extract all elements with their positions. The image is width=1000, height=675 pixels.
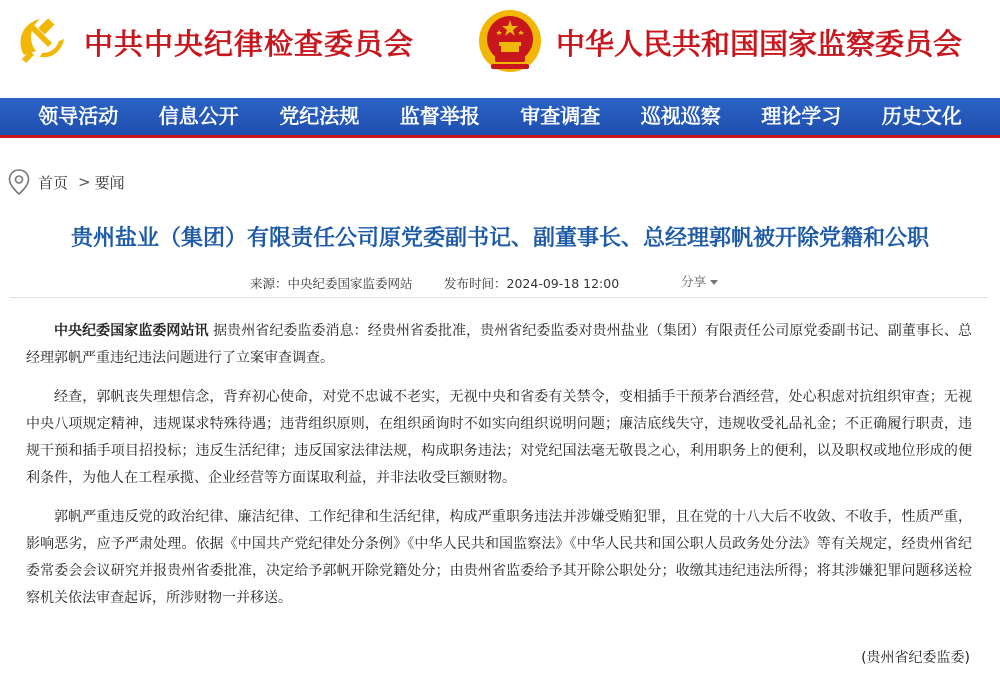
source-value: 中央纪委国家监委网站: [287, 276, 413, 291]
article-paragraph-2: 经查，郭帆丧失理想信念，背弃初心使命，对党不忠诚不老实，无视中央和省委有关禁令，变相插手干预茅台酒经营，处心积虑对抗组织审查；无视中央八项规定精神，违规谋求特殊待遇；违背组织原则，在组织函询时不如实向组织说明问题；廉洁底线失守，违规收受礼品礼金；不正确履行职责，违规干预和插手项目招投标；违反生活纪律；违反国家法律法规，构成职务违法；对党纪国法毫无敬畏之心，利用职务上的便利，以及职权或地位形成的便利条件，为他人在工程承揽、企业经营等方面谋取利益，并非法收受巨额财物。: [26, 389, 972, 486]
article-paragraph-1: [26, 318, 972, 372]
nav-item-info-disclosure[interactable]: 信息公开: [158, 104, 239, 128]
article-meta: [0, 272, 1000, 292]
breadcrumb-current-link[interactable]: 要闻: [94, 173, 125, 192]
caret-down-icon: [710, 280, 718, 285]
meta-divider: [10, 297, 988, 298]
site-header: [0, 0, 1000, 98]
article-lead: 中央纪委国家监委网站讯: [54, 323, 209, 339]
party-emblem-icon: [12, 11, 72, 71]
article-title: 贵州盐业（集团）有限责任公司原党委副书记、副董事长、总经理郭帆被开除党籍和公职: [70, 226, 929, 251]
article-body: [26, 318, 972, 624]
nav-item-inspection[interactable]: 巡视巡察: [640, 104, 721, 128]
breadcrumb: [8, 169, 125, 195]
nav-item-theory-study[interactable]: 理论学习: [761, 104, 842, 128]
nav-item-regulations[interactable]: 党纪法规: [279, 104, 360, 128]
breadcrumb-separator: >: [78, 173, 91, 191]
breadcrumb-home-link[interactable]: 首页: [38, 173, 69, 192]
nsc-title: 中华人民共和国国家监察委员会: [556, 27, 963, 61]
article-publish-time: [444, 274, 619, 292]
share-label: 分享: [681, 274, 707, 289]
time-label: 发布时间：: [444, 276, 507, 291]
nav-item-report[interactable]: 监督举报: [399, 104, 480, 128]
article-signature: (贵州省纪委监委): [861, 650, 970, 666]
article-paragraph-3: 郭帆严重违反党的政治纪律、廉洁纪律、工作纪律和生活纪律，构成严重职务违法并涉嫌受贿犯罪，且在党的十八大后不收敛、不收手，性质严重，影响恶劣，应予严肃处理。依据《中国共产党纪律处分条例》《中华人民共和国监察法》《中华人民共和国公职人员政务处分法》等有关规定，经贵州省纪委常委会会议研究并报贵州省委批准，决定给予郭帆开除党籍处分；由贵州省监委给予其开除公职处分；收缴其违纪违法所得；将其涉嫌犯罪问题移送检察机关依法审查起诉，所涉财物一并移送。: [26, 509, 972, 606]
location-pin-icon: [8, 169, 30, 195]
time-value: 2024-09-18 12:00: [506, 276, 620, 291]
ccdi-title: 中共中央纪律检查委员会: [84, 27, 415, 61]
article-source: [250, 274, 413, 292]
nav-item-leadership[interactable]: 领导活动: [38, 104, 119, 128]
source-label: 来源：: [250, 276, 288, 291]
share-button[interactable]: [681, 272, 718, 290]
nav-item-history-culture[interactable]: 历史文化: [881, 104, 962, 128]
main-nav: [0, 98, 1000, 138]
national-emblem-icon: [477, 8, 543, 74]
nav-item-investigation[interactable]: 审查调查: [520, 104, 601, 128]
article-paragraph-1-text: 据贵州省纪委监委消息：经贵州省委批准，贵州省纪委监委对贵州盐业（集团）有限责任公司原党委副书记、副董事长、总经理郭帆严重违纪违法问题进行了立案审查调查。: [26, 323, 973, 366]
